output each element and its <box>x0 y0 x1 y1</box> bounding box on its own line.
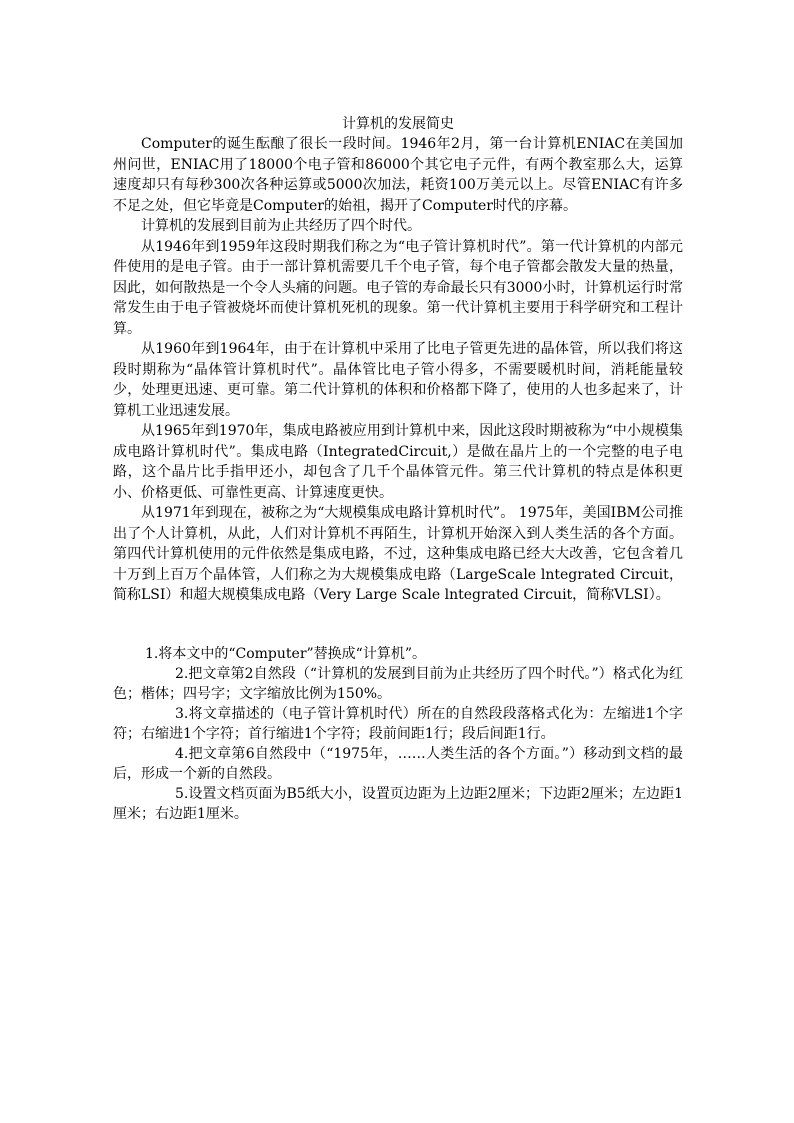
document-page <box>113 114 683 824</box>
paragraph-3: 从1946年到1959年这段时期我们称之为“电子管计算机时代”。第一代计算机的内部元件使用的是电子管。由于一部计算机需要几千个电子管，每个电子管都会散发大量的热量，因此，如何散热是一个令人头痛的问题。电子管的寿命最长只有3000小时，计算机运行时常常发生由于电子管被烧坏而使计算机死机的现象。第一代计算机主要用于科学研究和工程计算。 <box>113 238 683 337</box>
task-item-3: 3.将文章描述的（电子管计算机时代）所在的自然段段落格式化为：左缩进1个字符；右缩进1个字符；首行缩进1个字符；段前间距1行；段后间距1行。 <box>113 705 683 742</box>
section-spacer <box>113 606 683 644</box>
paragraph-5: 从1965年到1970年，集成电路被应用到计算机中来，因此这段时期被称为“中小规模集成电路计算机时代”。集成电路（IntegratedCircuit,）是做在晶片上的一个完整的电子电路，这个晶片比手指甲还小，却包含了几千个晶体管元件。第三代计算机的特点是体积更小、价格更低、可靠性更高、计算速度更快。 <box>113 423 683 501</box>
paragraph-6: 从1971年到现在，被称之为“大规模集成电路计算机时代”。 1975年，美国IBM公司推出了个人计算机，从此，人们对计算机不再陌生，计算机开始深入到人类生活的各个方面。第四代计算机使用的元件依然是集成电路，不过，这种集成电路已经大大改善，它包含着几十万到上百万个晶体管，人们称之为大规模集成电路（LargeScale lntegrated Circuit，简称LSI）和超大规模集成电路（Very Large Scale lntegrated Circuit，简称VLSI）。 <box>113 505 683 603</box>
paragraph-2: 计算机的发展到目前为止共经历了四个时代。 <box>141 218 421 234</box>
task-item-5: 5.设置文档页面为B5纸大小，设置页边距为上边距2厘米；下边距2厘米；左边距1厘米；右边距1厘米。 <box>113 785 683 822</box>
paragraph-4: 从1960年到1964年，由于在计算机中采用了比电子管更先进的晶体管，所以我们将这段时期称为“晶体管计算机时代”。晶体管比电子管小得多，不需要暖机时间，消耗能量较少，处理更迅速、更可靠。第二代计算机的体积和价格都下降了，使用的人也多起来了，计算机工业迅速发展。 <box>113 341 683 419</box>
task-item-4: 4.把文章第6自然段中（“1975年，……人类生活的各个方面。”）移动到文档的最后，形成一个新的自然段。 <box>113 745 683 782</box>
document-title: 计算机的发展简史 <box>342 116 454 132</box>
task-item-2: 2.把文章第2自然段（“计算机的发展到目前为止共经历了四个时代。”）格式化为红色；楷体；四号字；文字缩放比例为150%。 <box>113 665 683 702</box>
task-item-1: 1.将本文中的“Computer”替换成“计算机”。 <box>145 645 426 662</box>
paragraph-1: Computer的诞生酝酿了很长一段时间。1946年2月，第一台计算机ENIAC在美国加州问世，ENIAC用了18000个电子管和86000个其它电子元件，有两个教室那么大，运算速度却只有每秒300次各种运算或5000次加法，耗资100万美元以上。尽管ENIAC有许多不足之处，但它毕竟是Computer的始祖，揭开了Computer时代的序幕。 <box>113 136 683 214</box>
